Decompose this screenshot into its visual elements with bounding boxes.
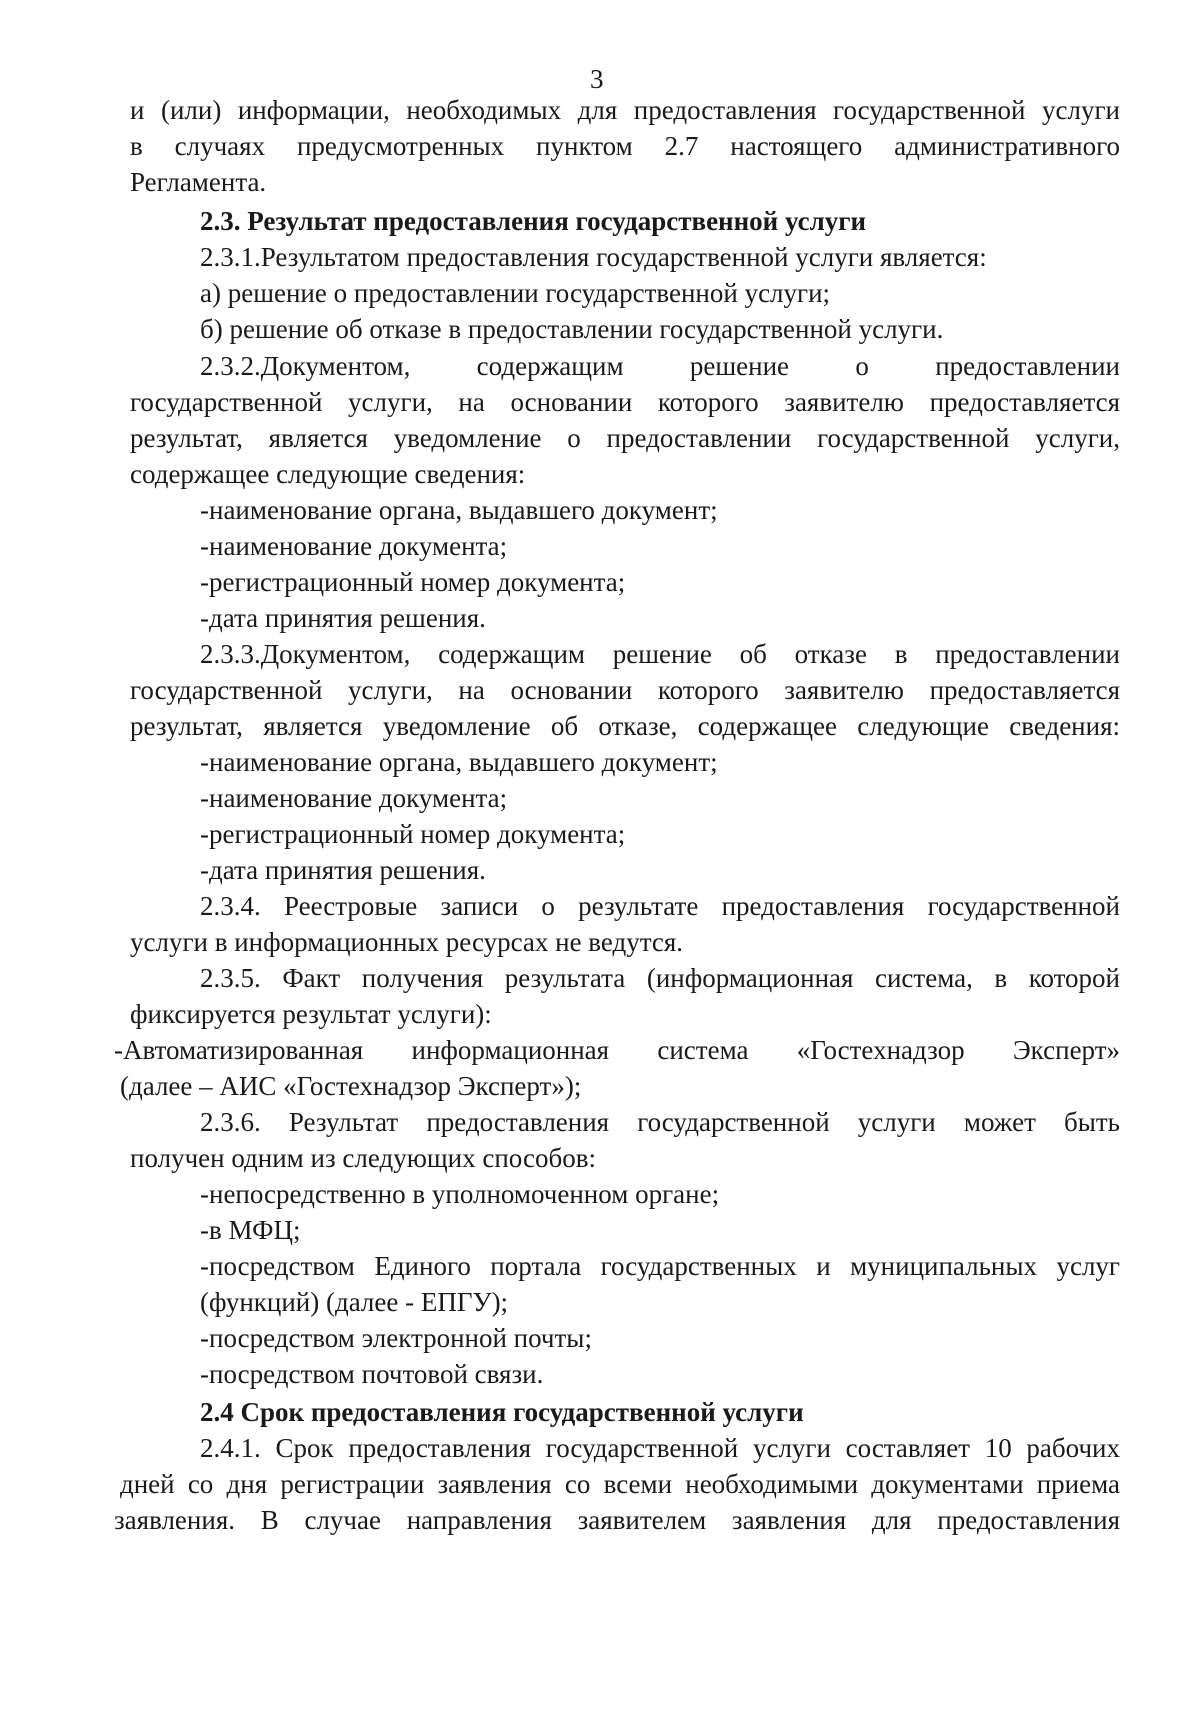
text-line: в случаях предусмотренных пунктом 2.7 настоящего административного [130, 131, 1120, 161]
page-number: 3 [590, 64, 604, 94]
list-item: -в МФЦ; [200, 1215, 301, 1245]
list-item: (функций) (далее - ЕПГУ); [200, 1287, 509, 1317]
text-line: дней со дня регистрации заявления со всеми необходимыми документами приема [120, 1469, 1120, 1499]
text-line: 2.3.2.Документом, содержащим решение о предоставлении [200, 351, 1120, 381]
text-line: 2.4.1. Срок предоставления государственной услуги составляет 10 рабочих [200, 1433, 1120, 1463]
list-item: -непосредственно в уполномоченном органе; [200, 1179, 720, 1209]
list-item: -наименование органа, выдавшего документ; [200, 747, 718, 777]
list-item: -наименование органа, выдавшего документ; [200, 495, 718, 525]
list-item: -наименование документа; [200, 783, 508, 813]
text-line: получен одним из следующих способов: [130, 1143, 596, 1173]
section-heading: 2.4 Срок предоставления государственной услуги [200, 1397, 804, 1427]
text-line: результат, является уведомление об отказе, содержащее следующие сведения: [130, 711, 1120, 741]
text-line: а) решение о предоставлении государственной услуги; [200, 278, 831, 308]
text-line: Регламента. [130, 167, 267, 197]
text-line: 2.3.1.Результатом предоставления государственной услуги является: [200, 242, 987, 272]
text-line: (далее – АИС «Гостехнадзор Эксперт»); [120, 1071, 582, 1101]
text-line: результат, является уведомление о предоставлении государственной услуги, [130, 423, 1120, 453]
list-item: -дата принятия решения. [200, 855, 486, 885]
list-item: -регистрационный номер документа; [200, 819, 626, 849]
text-line: содержащее следующие сведения: [130, 459, 526, 489]
text-line: государственной услуги, на основании которого заявителю предоставляется [130, 675, 1120, 705]
section-heading: 2.3. Результат предоставления государственной услуги [200, 206, 867, 236]
list-item: -посредством электронной почты; [200, 1323, 592, 1353]
text-line: 2.3.3.Документом, содержащим решение об отказе в предоставлении [200, 639, 1120, 669]
text-line: и (или) информации, необходимых для предоставления государственной услуги [130, 95, 1120, 125]
text-line: 2.3.4. Реестровые записи о результате предоставления государственной [200, 891, 1120, 921]
list-item: -дата принятия решения. [200, 603, 486, 633]
list-item: -регистрационный номер документа; [200, 567, 626, 597]
text-line: государственной услуги, на основании которого заявителю предоставляется [130, 387, 1120, 417]
list-item: -посредством почтовой связи. [200, 1359, 544, 1389]
text-line: фиксируется результат услуги): [130, 999, 492, 1029]
list-item: -посредством Единого портала государственных и муниципальных услуг [200, 1251, 1120, 1281]
text-line: услуги в информационных ресурсах не ведутся. [130, 927, 684, 957]
text-line: 2.3.6. Результат предоставления государственной услуги может быть [200, 1107, 1120, 1137]
text-line: б) решение об отказе в предоставлении государственной услуги. [200, 314, 944, 344]
text-line: -Автоматизированная информационная система «Гостехнадзор Эксперт» [114, 1035, 1120, 1065]
text-line: 2.3.5. Факт получения результата (информационная система, в которой [200, 963, 1120, 993]
list-item: -наименование документа; [200, 531, 508, 561]
text-line: заявления. В случае направления заявителем заявления для предоставления [114, 1505, 1120, 1535]
